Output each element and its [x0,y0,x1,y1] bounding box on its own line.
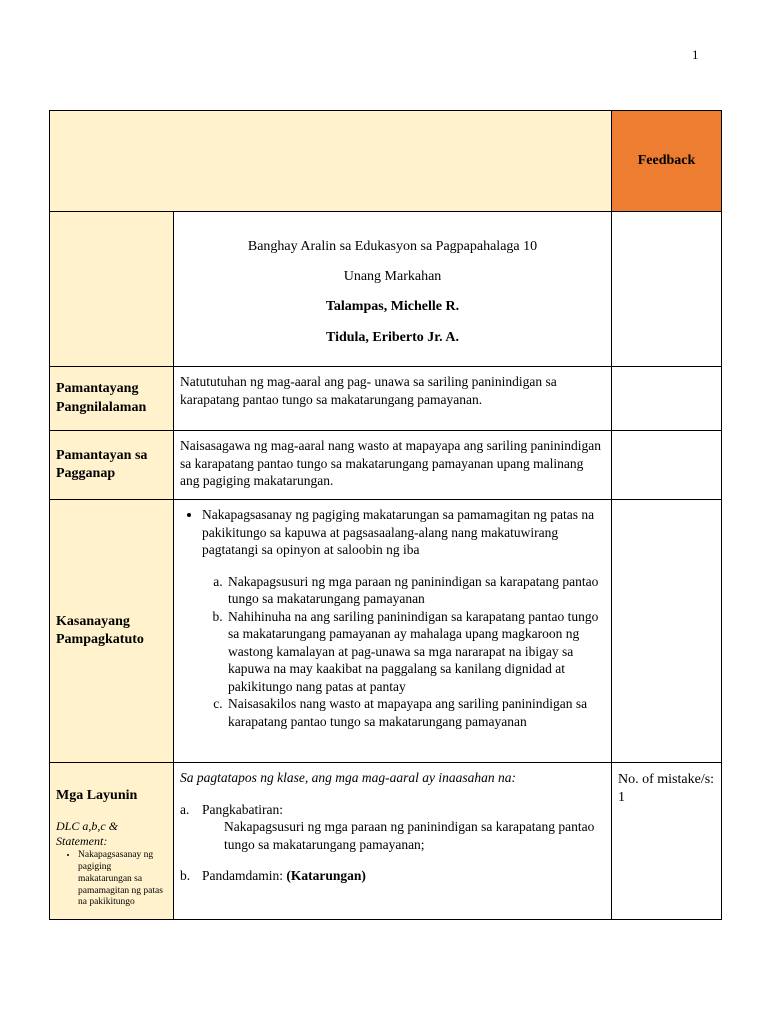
mistakes-feedback: No. of mistake/s: 1 [612,763,722,920]
label-cell-mga-layunin [50,763,174,920]
objective-b-value: (Katarungan) [286,868,366,884]
page-number: 1 [692,47,699,62]
dlc-bullet-list [56,850,167,909]
lesson-plan-table [49,110,722,920]
label-mga-layunin: Mga Layunin [56,788,138,803]
plan-title: Banghay Aralin sa Edukasyon sa Pagpapahalaga 10 [247,239,538,254]
header-row [50,111,722,212]
feedback-pamantayan-sa-pagganap [612,431,722,500]
label-pamantayang-pangnilalaman: Pamantayang Pangnilalaman [50,367,174,431]
competency-items [180,573,605,731]
content-kasanayang-pampagkatuto [174,500,612,763]
feedback-kasanayang-pampagkatuto [612,500,722,763]
objectives-intro: Sa pagtatapos ng klase, ang mga mag-aaral ay inaasahan na: [180,770,516,785]
row-pamantayan-sa-pagganap [50,431,722,500]
title-row [50,212,722,367]
objective-a-label: Pangkabatiran: [202,801,283,817]
competency-item-b: b. Nahihinuha na ang sariling paninindigan sa karapatang pantao tungo sa makatarungang pamayanan ay mahalaga upang magkaroon ng wastong kamalayan at pag-unawa sa mga nararapat na ibigay sa kapuwa na may kaakibat na paggalang sa kanilang dignidad at pakikitungo nang patas at pantay [226,608,605,696]
objective-b [180,867,605,885]
label-kasanayang-pampagkatuto: Kasanayang Pampagkatuto [50,500,174,763]
competency-bullet: • Nakapagsasanay ng pagiging makatarungan sa pamamagitan ng patas na pakikitungo sa kapuwa at pagsasaalang-alang nang makatuwirang pagtatangi sa opinyon at saloobin ng iba [202,506,605,559]
title-block [174,212,612,367]
objective-a [180,801,605,854]
title-feedback-cell [612,212,722,367]
text-pamantayang-pangnilalaman: Natututuhan ng mag-aaral ang pag- unawa sa sariling paninindigan sa karapatang pantao tungo sa makatarungang pamayanan. [174,367,612,431]
row-kasanayang-pampagkatuto [50,500,722,763]
competency-item-c: c. Naisasakilos nang wasto at mapayapa ang sariling paninindigan sa karapatang pantao tungo sa makatarungang pamayanan [226,695,605,730]
author-1: Talampas, Michelle R. [325,299,460,315]
feedback-header: Feedback [612,111,722,212]
text-pamantayan-sa-pagganap: Naisasagawa ng mag-aaral nang wasto at mapayapa ang sariling paninindigan sa karapatang pantao tungo sa makatarungang pamayanan upang malinang ang pagiging makatarungan. [174,431,612,500]
row-pamantayang-pangnilalaman [50,367,722,431]
header-blank-cell [50,111,612,212]
feedback-pamantayang-pangnilalaman [612,367,722,431]
quarter-title: Unang Markahan [343,269,442,285]
objective-b-label: Pandamdamin: [202,868,283,884]
objective-b-marker: b. [180,868,191,884]
label-pamantayan-sa-pagganap: Pamantayan sa Pagganap [50,431,174,500]
competency-bullet-list [180,506,605,559]
content-mga-layunin [174,763,612,920]
competency-item-a: a. Nakapagsusuri ng mga paraan ng paninindigan sa karapatang pantao tungo sa makatarungang pamayanan [226,573,605,608]
author-2: Tidula, Eriberto Jr. A. [325,329,460,345]
row-mga-layunin [50,763,722,920]
objective-a-text: Nakapagsusuri ng mga paraan ng paninindigan sa karapatang pantao tungo sa makatarungang pamayanan; [224,819,595,852]
objective-a-marker: a. [180,801,190,817]
dlc-bullet: • Nakapagsasanay ng pagiging makatarungan sa pamamagitan ng patas na pakikitungo [78,850,167,909]
title-label-cell [50,212,174,367]
dlc-label: DLC a,b,c & Statement: [56,819,119,848]
